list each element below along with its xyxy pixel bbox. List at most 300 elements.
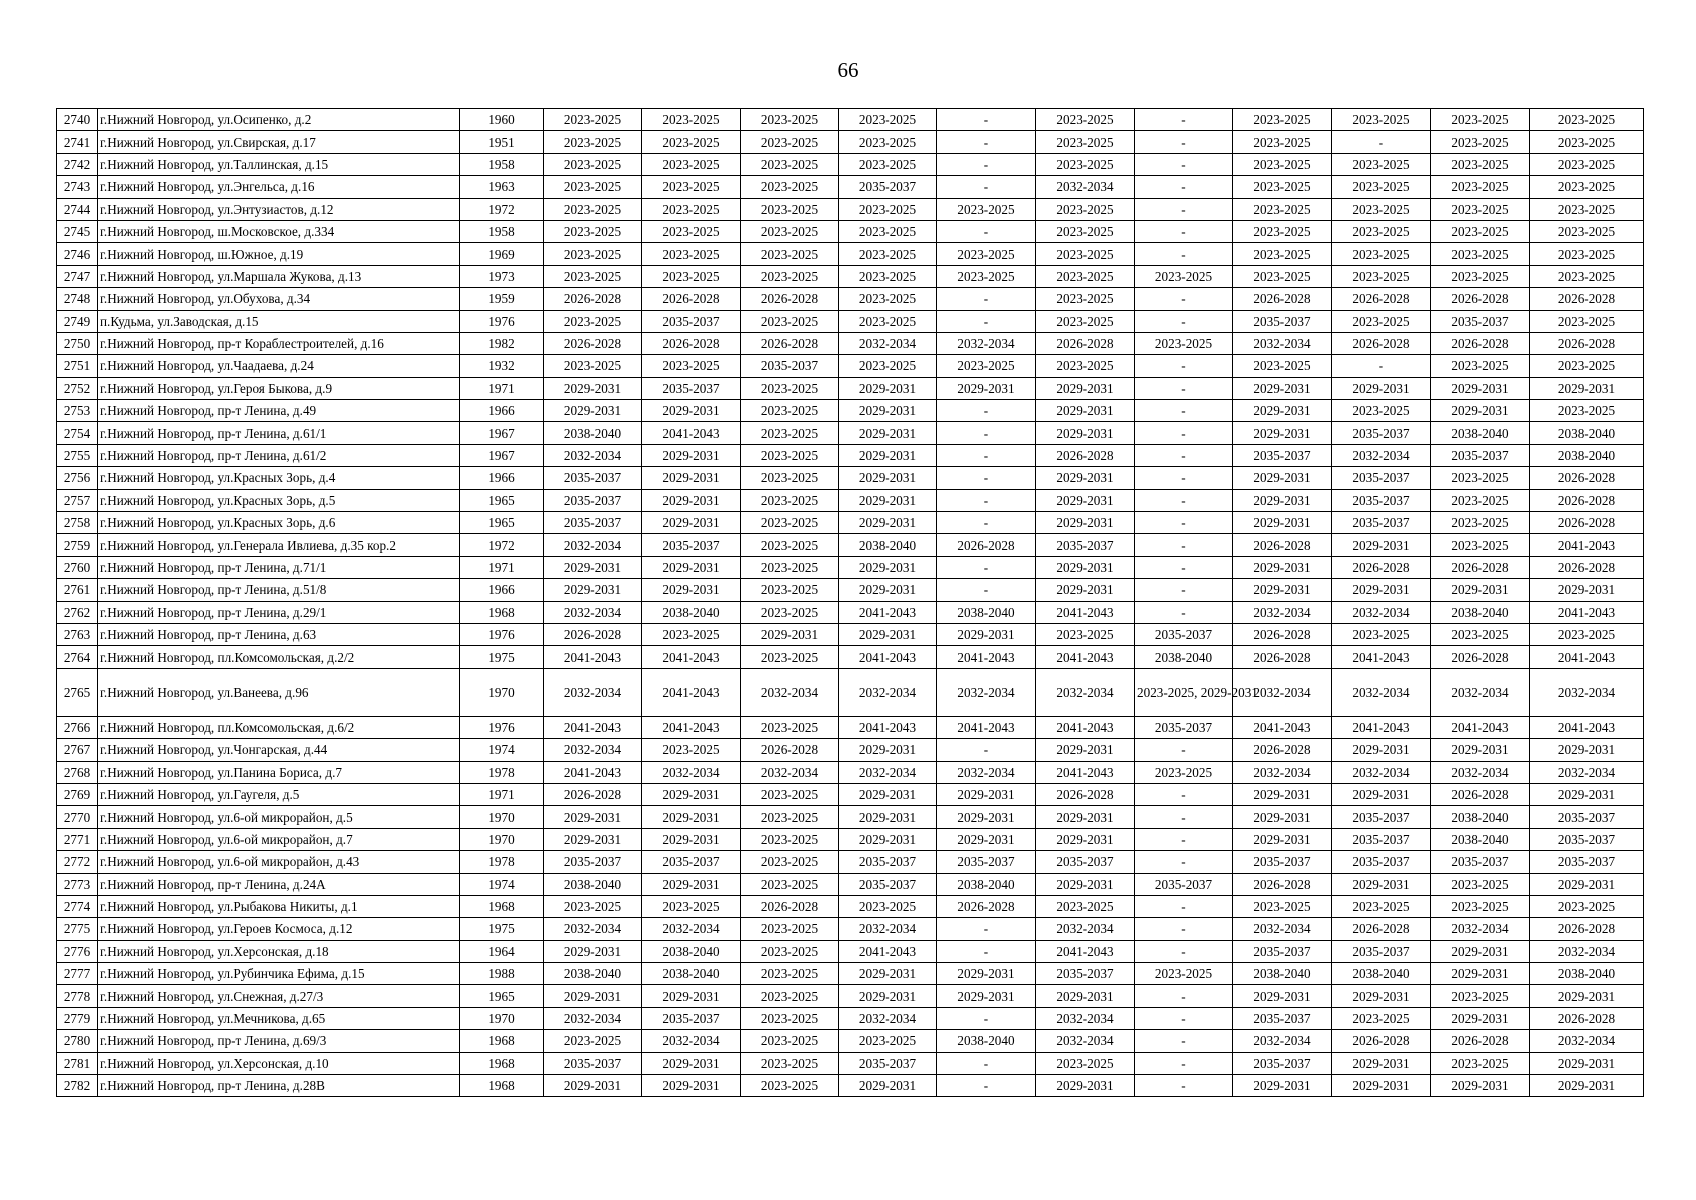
period-6-cell: 2032-2034 [1036,1030,1135,1052]
table-row [57,176,1644,198]
period-7-cell: - [1135,739,1233,761]
period-8-cell: 2032-2034 [1233,668,1332,716]
address-cell: г.Нижний Новгород, пр-т Кораблестроителей, д.16 [98,332,460,354]
period-6-cell: 2041-2043 [1036,646,1135,668]
period-10-cell: 2026-2028 [1431,288,1530,310]
period-3-cell: 2023-2025 [741,601,839,623]
period-9-cell: 2026-2028 [1332,288,1431,310]
period-9-cell: 2029-2031 [1332,1052,1431,1074]
period-5-cell: - [937,1007,1036,1029]
period-3-cell: 2023-2025 [741,534,839,556]
table-row [57,109,1644,131]
table-row [57,963,1644,985]
period-11-cell: 2026-2028 [1530,467,1644,489]
period-6-cell: 2023-2025 [1036,109,1135,131]
row-number-cell: 2750 [57,332,98,354]
period-5-cell: - [937,153,1036,175]
table-row [57,512,1644,534]
period-9-cell: 2029-2031 [1332,985,1431,1007]
address-cell: г.Нижний Новгород, ш.Московское, д.334 [98,220,460,242]
table-body [57,109,1644,1097]
period-10-cell: 2026-2028 [1431,1030,1530,1052]
period-10-cell: 2035-2037 [1431,444,1530,466]
period-10-cell: 2023-2025 [1431,265,1530,287]
period-5-cell: - [937,131,1036,153]
period-2-cell: 2035-2037 [642,377,741,399]
period-5-cell: - [937,444,1036,466]
row-number-cell: 2782 [57,1075,98,1097]
period-11-cell: 2023-2025 [1530,310,1644,332]
period-10-cell: 2038-2040 [1431,601,1530,623]
period-4-cell: 2029-2031 [839,783,937,805]
period-4-cell: 2023-2025 [839,220,937,242]
period-11-cell: 2026-2028 [1530,556,1644,578]
build-year-cell: 1972 [460,534,544,556]
table-row [57,131,1644,153]
period-11-cell: 2023-2025 [1530,109,1644,131]
row-number-cell: 2752 [57,377,98,399]
row-number-cell: 2749 [57,310,98,332]
period-1-cell: 2023-2025 [544,131,642,153]
period-5-cell: 2032-2034 [937,761,1036,783]
row-number-cell: 2740 [57,109,98,131]
period-5-cell: 2029-2031 [937,377,1036,399]
period-2-cell: 2041-2043 [642,668,741,716]
period-10-cell: 2023-2025 [1431,153,1530,175]
period-6-cell: 2029-2031 [1036,512,1135,534]
address-cell: г.Нижний Новгород, пр-т Ленина, д.61/1 [98,422,460,444]
period-8-cell: 2023-2025 [1233,243,1332,265]
build-year-cell: 1988 [460,963,544,985]
period-4-cell: 2029-2031 [839,579,937,601]
period-4-cell: 2032-2034 [839,761,937,783]
period-1-cell: 2035-2037 [544,467,642,489]
period-9-cell: 2035-2037 [1332,422,1431,444]
period-6-cell: 2023-2025 [1036,153,1135,175]
period-4-cell: 2035-2037 [839,1052,937,1074]
period-11-cell: 2023-2025 [1530,243,1644,265]
period-2-cell: 2023-2025 [642,131,741,153]
period-10-cell: 2026-2028 [1431,332,1530,354]
period-8-cell: 2035-2037 [1233,310,1332,332]
period-10-cell: 2023-2025 [1431,512,1530,534]
address-cell: г.Нижний Новгород, ул.Свирская, д.17 [98,131,460,153]
period-1-cell: 2023-2025 [544,153,642,175]
period-5-cell: 2029-2031 [937,985,1036,1007]
period-2-cell: 2023-2025 [642,198,741,220]
period-9-cell: 2023-2025 [1332,243,1431,265]
period-2-cell: 2029-2031 [642,512,741,534]
build-year-cell: 1970 [460,1007,544,1029]
period-7-cell: - [1135,377,1233,399]
period-4-cell: 2023-2025 [839,198,937,220]
period-5-cell: 2023-2025 [937,243,1036,265]
period-5-cell: 2038-2040 [937,1030,1036,1052]
period-6-cell: 2026-2028 [1036,783,1135,805]
build-year-cell: 1975 [460,646,544,668]
address-cell: г.Нижний Новгород, ул.Ванеева, д.96 [98,668,460,716]
period-9-cell: 2023-2025 [1332,310,1431,332]
period-10-cell: 2029-2031 [1431,1075,1530,1097]
period-9-cell: 2038-2040 [1332,963,1431,985]
period-6-cell: 2029-2031 [1036,422,1135,444]
row-number-cell: 2757 [57,489,98,511]
table-row [57,198,1644,220]
build-year-cell: 1963 [460,176,544,198]
period-7-cell: - [1135,918,1233,940]
period-1-cell: 2023-2025 [544,895,642,917]
period-6-cell: 2023-2025 [1036,288,1135,310]
period-6-cell: 2041-2043 [1036,716,1135,738]
period-2-cell: 2029-2031 [642,1075,741,1097]
period-8-cell: 2035-2037 [1233,851,1332,873]
period-7-cell: - [1135,1007,1233,1029]
period-8-cell: 2023-2025 [1233,265,1332,287]
period-10-cell: 2023-2025 [1431,220,1530,242]
period-4-cell: 2023-2025 [839,131,937,153]
period-6-cell: 2029-2031 [1036,873,1135,895]
period-5-cell: 2041-2043 [937,646,1036,668]
period-10-cell: 2023-2025 [1431,895,1530,917]
build-year-cell: 1970 [460,668,544,716]
period-9-cell: 2023-2025 [1332,220,1431,242]
address-cell: г.Нижний Новгород, ул.Херсонская, д.18 [98,940,460,962]
period-11-cell: 2026-2028 [1530,288,1644,310]
period-4-cell: 2029-2031 [839,806,937,828]
table-row [57,220,1644,242]
build-year-cell: 1978 [460,761,544,783]
period-3-cell: 2023-2025 [741,806,839,828]
table-row [57,467,1644,489]
period-8-cell: 2035-2037 [1233,1007,1332,1029]
period-5-cell: - [937,467,1036,489]
address-cell: г.Нижний Новгород, ул.Панина Бориса, д.7 [98,761,460,783]
period-6-cell: 2023-2025 [1036,1052,1135,1074]
period-1-cell: 2029-2031 [544,828,642,850]
address-cell: г.Нижний Новгород, ул.Красных Зорь, д.5 [98,489,460,511]
build-year-cell: 1968 [460,1075,544,1097]
address-cell: г.Нижний Новгород, ул.Красных Зорь, д.4 [98,467,460,489]
period-3-cell: 2026-2028 [741,739,839,761]
period-1-cell: 2026-2028 [544,332,642,354]
period-2-cell: 2032-2034 [642,761,741,783]
build-year-cell: 1966 [460,400,544,422]
period-7-cell: - [1135,444,1233,466]
table-row [57,895,1644,917]
period-4-cell: 2029-2031 [839,985,937,1007]
period-11-cell: 2026-2028 [1530,512,1644,534]
period-2-cell: 2029-2031 [642,783,741,805]
period-4-cell: 2029-2031 [839,489,937,511]
period-8-cell: 2023-2025 [1233,220,1332,242]
period-7-cell: 2023-2025 [1135,761,1233,783]
period-9-cell: 2035-2037 [1332,851,1431,873]
period-2-cell: 2026-2028 [642,332,741,354]
period-6-cell: 2029-2031 [1036,828,1135,850]
period-9-cell: 2026-2028 [1332,556,1431,578]
period-3-cell: 2023-2025 [741,198,839,220]
period-7-cell: - [1135,1030,1233,1052]
period-3-cell: 2026-2028 [741,895,839,917]
period-3-cell: 2023-2025 [741,828,839,850]
period-1-cell: 2023-2025 [544,310,642,332]
period-2-cell: 2038-2040 [642,601,741,623]
period-7-cell: - [1135,534,1233,556]
build-year-cell: 1958 [460,153,544,175]
period-11-cell: 2029-2031 [1530,1075,1644,1097]
period-8-cell: 2032-2034 [1233,1030,1332,1052]
address-cell: г.Нижний Новгород, пл.Комсомольская, д.6/2 [98,716,460,738]
period-10-cell: 2029-2031 [1431,1007,1530,1029]
build-year-cell: 1967 [460,444,544,466]
period-11-cell: 2023-2025 [1530,220,1644,242]
period-9-cell: 2035-2037 [1332,489,1431,511]
period-5-cell: - [937,220,1036,242]
period-5-cell: 2038-2040 [937,873,1036,895]
row-number-cell: 2758 [57,512,98,534]
period-11-cell: 2023-2025 [1530,198,1644,220]
period-7-cell: - [1135,355,1233,377]
housing-repair-schedule-table [56,108,1644,1097]
build-year-cell: 1968 [460,601,544,623]
period-6-cell: 2023-2025 [1036,310,1135,332]
period-10-cell: 2038-2040 [1431,422,1530,444]
period-9-cell: 2023-2025 [1332,265,1431,287]
period-10-cell: 2029-2031 [1431,377,1530,399]
row-number-cell: 2775 [57,918,98,940]
period-4-cell: 2032-2034 [839,918,937,940]
table-row [57,716,1644,738]
period-3-cell: 2023-2025 [741,783,839,805]
table-row [57,601,1644,623]
build-year-cell: 1967 [460,422,544,444]
row-number-cell: 2756 [57,467,98,489]
build-year-cell: 1971 [460,556,544,578]
period-1-cell: 2038-2040 [544,422,642,444]
period-3-cell: 2023-2025 [741,422,839,444]
row-number-cell: 2770 [57,806,98,828]
period-7-cell: - [1135,489,1233,511]
period-7-cell: - [1135,1052,1233,1074]
period-1-cell: 2029-2031 [544,806,642,828]
period-9-cell: 2023-2025 [1332,176,1431,198]
period-10-cell: 2029-2031 [1431,400,1530,422]
period-6-cell: 2029-2031 [1036,985,1135,1007]
period-9-cell: 2023-2025 [1332,1007,1431,1029]
period-3-cell: 2023-2025 [741,489,839,511]
address-cell: г.Нижний Новгород, ул.Рыбакова Никиты, д.1 [98,895,460,917]
period-3-cell: 2023-2025 [741,400,839,422]
period-10-cell: 2023-2025 [1431,623,1530,645]
period-1-cell: 2035-2037 [544,512,642,534]
period-1-cell: 2035-2037 [544,489,642,511]
table-row [57,739,1644,761]
row-number-cell: 2745 [57,220,98,242]
address-cell: г.Нижний Новгород, пр-т Ленина, д.24А [98,873,460,895]
period-6-cell: 2032-2034 [1036,176,1135,198]
build-year-cell: 1976 [460,310,544,332]
period-9-cell: 2023-2025 [1332,623,1431,645]
period-4-cell: 2029-2031 [839,556,937,578]
period-11-cell: 2041-2043 [1530,601,1644,623]
period-11-cell: 2041-2043 [1530,646,1644,668]
period-10-cell: 2023-2025 [1431,176,1530,198]
period-2-cell: 2029-2031 [642,556,741,578]
period-4-cell: 2023-2025 [839,355,937,377]
build-year-cell: 1968 [460,895,544,917]
period-10-cell: 2026-2028 [1431,783,1530,805]
period-3-cell: 2023-2025 [741,153,839,175]
period-6-cell: 2035-2037 [1036,534,1135,556]
period-6-cell: 2023-2025 [1036,243,1135,265]
period-6-cell: 2026-2028 [1036,332,1135,354]
address-cell: г.Нижний Новгород, ул.Рубинчика Ефима, д.15 [98,963,460,985]
period-11-cell: 2023-2025 [1530,176,1644,198]
period-6-cell: 2029-2031 [1036,467,1135,489]
period-8-cell: 2035-2037 [1233,444,1332,466]
period-11-cell: 2038-2040 [1530,422,1644,444]
row-number-cell: 2764 [57,646,98,668]
period-6-cell: 2029-2031 [1036,377,1135,399]
row-number-cell: 2748 [57,288,98,310]
period-10-cell: 2035-2037 [1431,310,1530,332]
period-4-cell: 2023-2025 [839,265,937,287]
period-6-cell: 2029-2031 [1036,806,1135,828]
period-11-cell: 2032-2034 [1530,940,1644,962]
period-8-cell: 2023-2025 [1233,198,1332,220]
period-8-cell: 2023-2025 [1233,895,1332,917]
address-cell: г.Нижний Новгород, ул.Энгельса, д.16 [98,176,460,198]
period-2-cell: 2023-2025 [642,623,741,645]
address-cell: г.Нижний Новгород, ш.Южное, д.19 [98,243,460,265]
period-5-cell: 2029-2031 [937,828,1036,850]
period-5-cell: 2029-2031 [937,623,1036,645]
period-6-cell: 2041-2043 [1036,761,1135,783]
period-6-cell: 2023-2025 [1036,623,1135,645]
period-7-cell: - [1135,243,1233,265]
period-2-cell: 2029-2031 [642,985,741,1007]
period-3-cell: 2023-2025 [741,963,839,985]
build-year-cell: 1959 [460,288,544,310]
period-6-cell: 2023-2025 [1036,198,1135,220]
period-10-cell: 2032-2034 [1431,668,1530,716]
period-6-cell: 2032-2034 [1036,668,1135,716]
period-3-cell: 2023-2025 [741,220,839,242]
period-3-cell: 2023-2025 [741,646,839,668]
period-3-cell: 2023-2025 [741,556,839,578]
period-8-cell: 2026-2028 [1233,623,1332,645]
period-6-cell: 2023-2025 [1036,355,1135,377]
period-7-cell: - [1135,109,1233,131]
period-2-cell: 2023-2025 [642,109,741,131]
address-cell: г.Нижний Новгород, пр-т Ленина, д.71/1 [98,556,460,578]
period-3-cell: 2029-2031 [741,623,839,645]
period-8-cell: 2026-2028 [1233,288,1332,310]
period-4-cell: 2023-2025 [839,243,937,265]
build-year-cell: 1982 [460,332,544,354]
period-9-cell: 2026-2028 [1332,1030,1431,1052]
period-10-cell: 2023-2025 [1431,534,1530,556]
period-5-cell: - [937,512,1036,534]
period-9-cell: 2029-2031 [1332,377,1431,399]
period-5-cell: - [937,310,1036,332]
period-8-cell: 2026-2028 [1233,739,1332,761]
build-year-cell: 1978 [460,851,544,873]
build-year-cell: 1932 [460,355,544,377]
period-8-cell: 2023-2025 [1233,176,1332,198]
period-10-cell: 2023-2025 [1431,985,1530,1007]
address-cell: г.Нижний Новгород, ул.Снежная, д.27/3 [98,985,460,1007]
period-9-cell: 2029-2031 [1332,1075,1431,1097]
period-4-cell: 2029-2031 [839,1075,937,1097]
row-number-cell: 2777 [57,963,98,985]
period-4-cell: 2029-2031 [839,828,937,850]
period-7-cell: 2035-2037 [1135,873,1233,895]
table-row [57,355,1644,377]
table-row [57,534,1644,556]
period-10-cell: 2038-2040 [1431,828,1530,850]
period-10-cell: 2023-2025 [1431,1052,1530,1074]
period-1-cell: 2038-2040 [544,873,642,895]
period-3-cell: 2023-2025 [741,467,839,489]
period-7-cell: - [1135,895,1233,917]
row-number-cell: 2744 [57,198,98,220]
address-cell: г.Нижний Новгород, пл.Комсомольская, д.2/2 [98,646,460,668]
period-10-cell: 2023-2025 [1431,355,1530,377]
period-7-cell: - [1135,400,1233,422]
period-6-cell: 2029-2031 [1036,1075,1135,1097]
address-cell: г.Нижний Новгород, ул.6-ой микрорайон, д.7 [98,828,460,850]
period-1-cell: 2032-2034 [544,534,642,556]
period-7-cell: - [1135,176,1233,198]
period-7-cell: - [1135,579,1233,601]
period-8-cell: 2032-2034 [1233,918,1332,940]
period-9-cell: - [1332,131,1431,153]
address-cell: г.Нижний Новгород, пр-т Ленина, д.61/2 [98,444,460,466]
table-row [57,1030,1644,1052]
table-row [57,851,1644,873]
address-cell: г.Нижний Новгород, ул.Героя Быкова, д.9 [98,377,460,399]
period-11-cell: 2023-2025 [1530,265,1644,287]
period-4-cell: 2023-2025 [839,109,937,131]
table-row [57,918,1644,940]
build-year-cell: 1975 [460,918,544,940]
period-7-cell: 2038-2040 [1135,646,1233,668]
table-row [57,332,1644,354]
table-row [57,1075,1644,1097]
period-5-cell: 2023-2025 [937,265,1036,287]
build-year-cell: 1960 [460,109,544,131]
period-7-cell: 2035-2037 [1135,623,1233,645]
build-year-cell: 1971 [460,377,544,399]
row-number-cell: 2779 [57,1007,98,1029]
period-3-cell: 2023-2025 [741,109,839,131]
table-row [57,940,1644,962]
period-2-cell: 2023-2025 [642,176,741,198]
period-10-cell: 2026-2028 [1431,556,1530,578]
period-8-cell: 2023-2025 [1233,131,1332,153]
period-7-cell: - [1135,198,1233,220]
period-8-cell: 2029-2031 [1233,489,1332,511]
period-1-cell: 2029-2031 [544,1075,642,1097]
period-6-cell: 2029-2031 [1036,400,1135,422]
row-number-cell: 2746 [57,243,98,265]
period-11-cell: 2023-2025 [1530,400,1644,422]
period-10-cell: 2032-2034 [1431,761,1530,783]
period-10-cell: 2035-2037 [1431,851,1530,873]
period-10-cell: 2023-2025 [1431,489,1530,511]
period-5-cell: 2035-2037 [937,851,1036,873]
